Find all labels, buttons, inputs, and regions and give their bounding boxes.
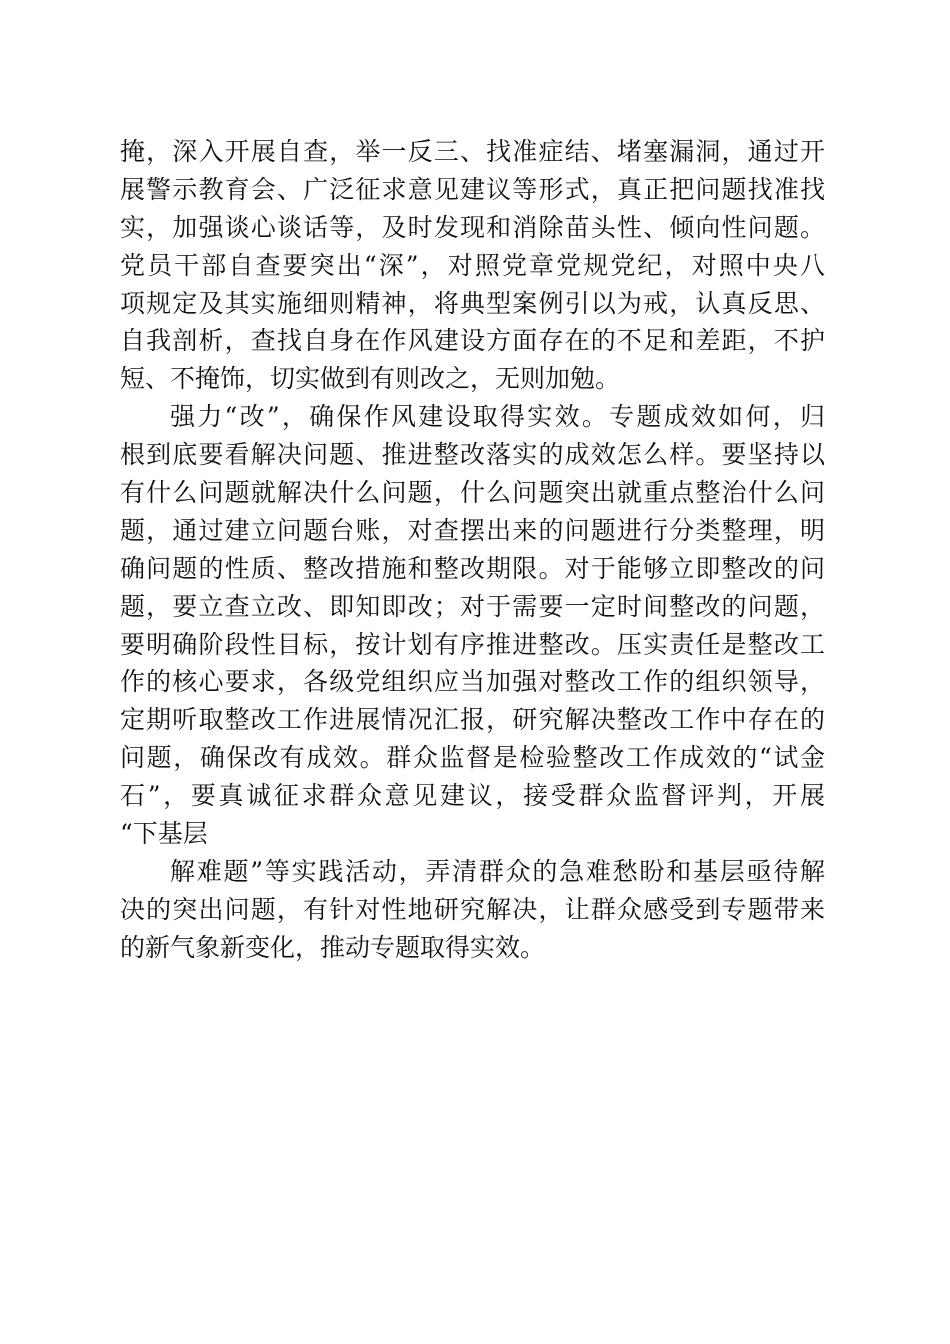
text-line: 题，要立查立改、即知即改；对于需要一定时间整改的问题， [120,591,825,621]
text-line: 自我剖析，查找自身在作风建设方面存在的不足和差距，不护 [120,326,825,356]
text-line: 解难题”等实践活动，弄清群众的急难愁盼和基层亟待解 [170,856,825,886]
text-line: 题，通过建立问题台账，对查摆出来的问题进行分类整理，明 [120,515,825,545]
text-line: 项规定及其实施细则精神，将典型案例引以为戒，认真反思、 [120,288,825,318]
text-line: 展警示教育会、广泛征求意见建议等形式，真正把问题找准找 [120,174,825,204]
text-line: 决的突出问题，有针对性地研究解决，让群众感受到专题带来 [120,894,825,924]
text-line: 掩，深入开展自查，举一反三、找准症结、堵塞漏洞，通过开 [120,137,825,166]
text-line: 强力“改”，确保作风建设取得实效。专题成效如何，归 [170,402,825,432]
text-line: 的新气象新变化，推动专题取得实效。 [120,932,546,962]
text-line: 党员干部自查要突出“深”，对照党章党规党纪，对照中央八 [120,250,825,280]
body-text [120,133,825,967]
text-line: 根到底要看解决问题、推进整改落实的成效怎么样。要坚持以 [120,440,825,470]
text-line: 作的核心要求，各级党组织应当加强对整改工作的组织领导， [120,667,825,697]
text-line: “下基层 [120,819,208,849]
text-line: 实，加强谈心谈话等，及时发现和消除苗头性、倾向性问题。 [120,212,825,242]
text-line: 石”，要真诚征求群众意见建议，接受群众监督评判，开展 [120,781,825,811]
text-line: 有什么问题就解决什么问题，什么问题突出就重点整治什么问 [120,478,825,508]
text-line: 问题，确保改有成效。群众监督是检验整改工作成效的“试金 [120,743,825,773]
text-line: 短、不掩饰，切实做到有则改之，无则加勉。 [120,364,621,394]
text-line: 定期听取整改工作进展情况汇报，研究解决整改工作中存在的 [120,705,825,735]
text-line: 确问题的性质、整改措施和整改期限。对于能够立即整改的问 [120,553,825,583]
text-line: 要明确阶段性目标，按计划有序推进整改。压实责任是整改工 [120,629,825,659]
